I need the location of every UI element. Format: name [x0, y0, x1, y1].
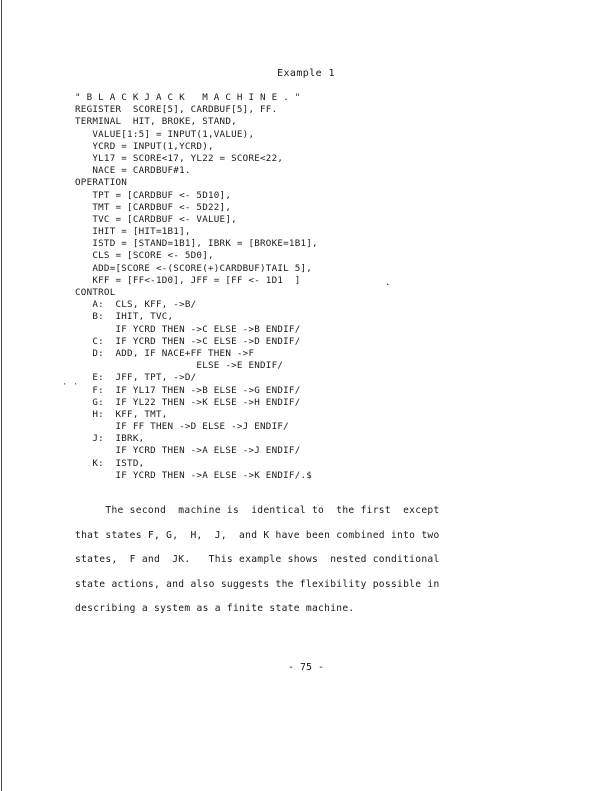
code-line: YL17 = SCORE<17, YL22 = SCORE<22,: [75, 152, 284, 164]
code-line: ELSE ->E ENDIF/: [75, 360, 284, 372]
code-line: IF YCRD THEN ->A ELSE ->J ENDIF/: [75, 445, 301, 457]
code-line: K: ISTD,: [75, 457, 145, 469]
code-line: CLS = [SCORE <- 5D0],: [75, 250, 214, 262]
paragraph-line: that states F, G, H, J, and K have been combined into two: [75, 529, 440, 541]
code-line: NACE = CARDBUF#1.: [75, 165, 191, 177]
page-number: - 75 -: [287, 662, 325, 673]
code-line: B: IHIT, TVC,: [75, 311, 174, 323]
margin-marks: · ·: [62, 380, 79, 390]
paragraph-line: states, F and JK. This example shows nested conditional: [75, 554, 440, 565]
code-line: J: IBRK,: [75, 433, 145, 445]
code-line: TPT = [CARDBUF <- 5D10],: [75, 189, 232, 201]
code-line: OPERATION: [75, 177, 128, 189]
paragraph-line: describing a system as a finite state machine.: [75, 603, 355, 614]
code-line: TERMINAL HIT, BROKE, STAND,: [75, 116, 237, 128]
code-line: CONTROL: [75, 287, 116, 298]
code-line: VALUE[1:5] = INPUT(1,VALUE),: [75, 128, 255, 140]
code-line: TMT = [CARDBUF <- 5D22],: [75, 201, 232, 213]
example-title: Example 1: [277, 68, 335, 79]
code-line: C: IF YCRD THEN ->C ELSE ->D ENDIF/: [75, 335, 301, 347]
code-listing: [75, 92, 318, 482]
code-line: ADD=[SCORE <-(SCORE(+)CARDBUF)TAIL 5],: [75, 262, 313, 274]
code-line: A: CLS, KFF, ->B/: [75, 299, 197, 311]
paragraph-line: The second machine is identical to the first except: [75, 505, 440, 516]
paragraph-line: state actions, and also suggests the flexibility possible in: [75, 578, 440, 590]
code-line: G: IF YL22 THEN ->K ELSE ->H ENDIF/: [75, 396, 301, 408]
code-line: D: ADD, IF NACE+FF THEN ->F: [75, 347, 255, 359]
code-line: E: JFF, TPT, ->D/: [75, 372, 197, 384]
code-line: IHIT = [HIT=1B1],: [75, 226, 191, 238]
code-line: IF YCRD THEN ->C ELSE ->B ENDIF/: [75, 323, 301, 335]
code-line: " B L A C K J A C K M A C H I N E . ": [75, 92, 301, 103]
code-line: YCRD = INPUT(1,YCRD),: [75, 140, 214, 152]
code-line: H: KFF, TMT,: [75, 408, 168, 420]
code-line: TVC = [CARDBUF <- VALUE],: [75, 213, 237, 225]
stray-mark: .: [385, 278, 391, 288]
code-line: IF YCRD THEN ->A ELSE ->K ENDIF/.$: [75, 469, 313, 481]
code-line: F: IF YL17 THEN ->B ELSE ->G ENDIF/: [75, 384, 301, 396]
code-line: REGISTER SCORE[5], CARDBUF[5], FF.: [75, 104, 278, 116]
code-line: KFF = [FF<-1D0], JFF = [FF <- 1D1 ]: [75, 274, 301, 286]
code-line: ISTD = [STAND=1B1], IBRK = [BROKE=1B1],: [75, 238, 318, 250]
body-paragraph: [75, 505, 507, 628]
code-line: IF FF THEN ->D ELSE ->J ENDIF/: [75, 421, 289, 433]
